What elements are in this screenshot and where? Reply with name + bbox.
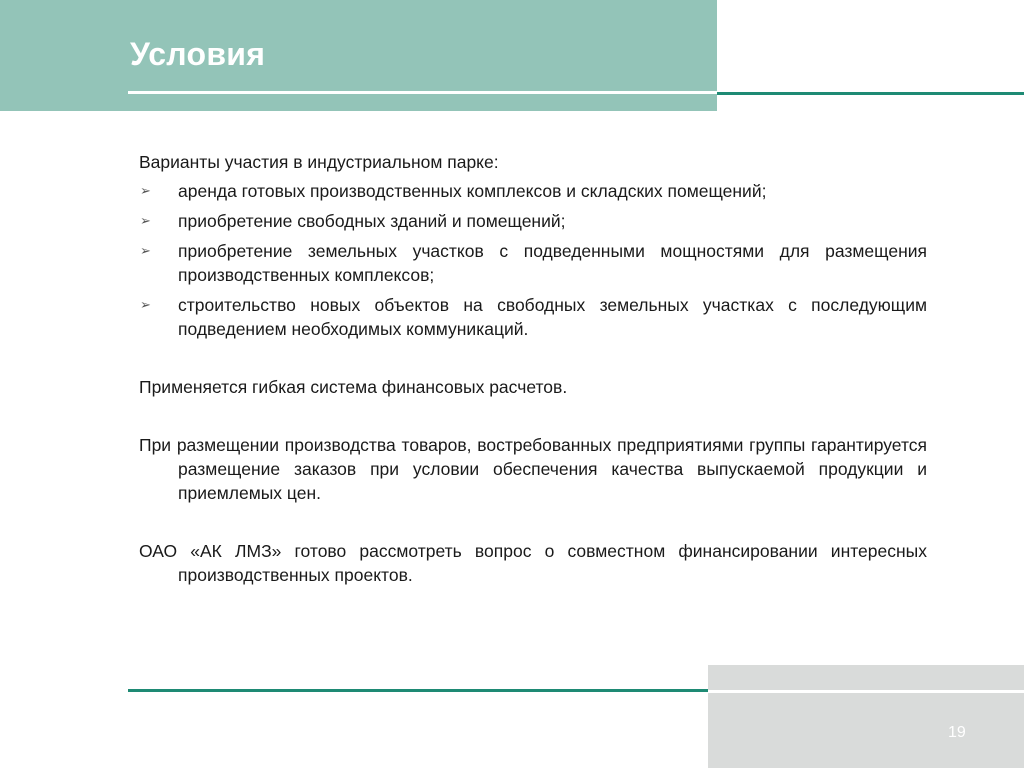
footer-box-divider bbox=[708, 690, 1024, 693]
list-item bbox=[139, 179, 927, 203]
list-item bbox=[139, 293, 927, 341]
arrow-bullet-icon: ➢ bbox=[140, 243, 151, 258]
page-number: 19 bbox=[948, 724, 966, 741]
list-item bbox=[139, 209, 927, 233]
footer-box bbox=[708, 665, 1024, 768]
arrow-bullet-icon: ➢ bbox=[140, 297, 151, 312]
title-underline bbox=[128, 91, 717, 94]
list-item-text: приобретение земельных участков с подведенными мощностями для размещения производственных комплексов; bbox=[178, 241, 927, 285]
paragraph-financial-system: Применяется гибкая система финансовых расчетов. bbox=[139, 377, 568, 397]
list-item bbox=[139, 239, 927, 287]
participation-options-list bbox=[139, 179, 927, 341]
header-accent-line bbox=[717, 92, 1024, 95]
header-band bbox=[0, 0, 717, 111]
slide-title: Условия bbox=[130, 36, 266, 72]
intro-text: Варианты участия в индустриальном парке: bbox=[139, 152, 499, 172]
arrow-bullet-icon: ➢ bbox=[140, 183, 151, 198]
list-item-text: приобретение свободных зданий и помещений; bbox=[178, 211, 566, 231]
slide-content bbox=[139, 150, 927, 587]
paragraph-co-financing: ОАО «АК ЛМЗ» готово рассмотреть вопрос о совместном финансировании интересных производственных проектов. bbox=[139, 541, 927, 585]
list-item-text: аренда готовых производственных комплексов и складских помещений; bbox=[178, 181, 767, 201]
list-item-text: строительство новых объектов на свободных земельных участках с последующим подведением необходимых коммуникаций. bbox=[178, 295, 927, 339]
arrow-bullet-icon: ➢ bbox=[140, 213, 151, 228]
footer-line bbox=[128, 689, 708, 692]
paragraph-orders-guarantee: При размещении производства товаров, востребованных предприятиями группы гарантируется размещение заказов при условии обеспечения качества выпускаемой продукции и приемлемых цен. bbox=[139, 435, 927, 503]
